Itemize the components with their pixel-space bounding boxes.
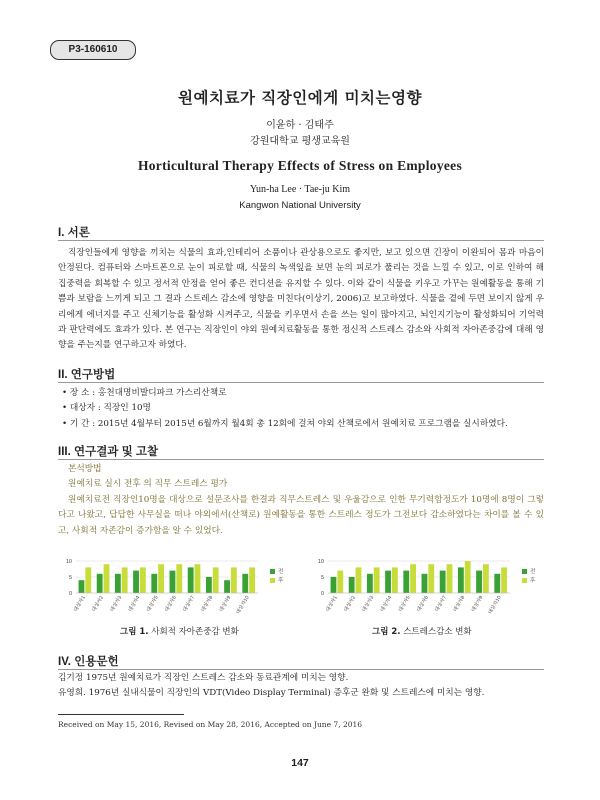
bar <box>176 564 182 593</box>
bar <box>122 567 128 593</box>
x-tick-label: 대상자5 <box>397 595 412 613</box>
methods-item-period: • 기 간 : 2015년 4월부터 2015년 6월까지 월4회 총 12회에 걸쳐 야외 산책로에서 원예치료 프로그램을 실시하였다. <box>62 418 508 429</box>
chart-stress-reduction <box>310 555 550 625</box>
x-tick-label: 대상자1 <box>324 595 339 613</box>
bar <box>213 567 219 593</box>
x-tick-label: 대상자8 <box>200 595 215 613</box>
x-tick-label: 대상자10 <box>235 595 251 616</box>
y-tick-label: 0 <box>320 591 324 597</box>
legend-swatch <box>270 569 275 574</box>
legend-label: 전 <box>278 569 284 575</box>
legend-swatch <box>270 578 275 583</box>
bar <box>97 574 103 593</box>
bar <box>483 564 489 593</box>
x-tick-label: 대상자1 <box>72 595 87 613</box>
x-tick-label: 대상자9 <box>218 595 233 613</box>
bar <box>476 571 482 593</box>
x-tick-label: 대상자10 <box>487 595 503 616</box>
section-divider <box>58 382 544 383</box>
x-tick-label: 대상자2 <box>343 595 358 613</box>
bar <box>331 577 337 593</box>
bar <box>428 564 434 593</box>
bar <box>85 567 91 593</box>
results-block <box>58 462 544 539</box>
bar <box>206 577 212 593</box>
x-tick-label: 대상자6 <box>163 595 178 613</box>
bar <box>115 574 121 593</box>
x-tick-label: 대상자9 <box>470 595 485 613</box>
intro-text: 직장인들에게 영향을 끼치는 식물의 효과,인테리어 소품이나 관상용으로도 좋지만, 보고 있으면 긴장이 이완되어 몸과 마음이 안정된다. 컴퓨터와 스마트폰으로 눈이 피로할 때, 식물의 녹색잎을 보면 눈의 피로가 풀리는 것을 느낄 수 있고, 이로 인하여 해 집중력을 회복할 수 있고 정서적 안정을 얻어 좋은 컨디션을 유지할 수 있다. 이와 같이 식물을 키우고 가꾸는 원예활동을 통해 기쁨과 보람을 느끼게 되고 그 결과 스트레스 감소에 영향을 미친다(이상기, 2006)고 보고하였다. 식물을 곁에 두면 보이지 않게 우리에게 에너지를 주고 신체기능을 활성화 시켜주고, 식물을 키우면서 손을 쓰는 일이 많아지고, 뇌인지기능이 활성화되어 기억력과 판단력에도 효과가 있다. 본 연구는 직장인이 야외 원예치료활동을 통한 정신적 스트레스 감소와 사회적 자아존중감에 대해 영향을 주는지를 연구하고자 하였다. <box>58 248 544 351</box>
bar <box>104 564 110 593</box>
bar <box>249 567 255 593</box>
page-number: 147 <box>291 757 309 769</box>
legend-label: 후 <box>278 578 284 584</box>
reference-item: 유영희. 1976년 실내식물이 직장인의 VDT(Video Display Terminal) 증후군 완화 및 스트레스에 미치는 영향. <box>58 688 485 699</box>
section-heading-intro: I. 서론 <box>58 227 90 239</box>
legend-swatch <box>522 578 527 583</box>
bar <box>231 567 237 593</box>
x-tick-label: 대상자5 <box>145 595 160 613</box>
bar <box>224 580 230 593</box>
bar <box>356 567 362 593</box>
methods-item-place: • 장 소 : 홍천대명비발디파크 가스리산책로 <box>62 388 227 398</box>
bar <box>367 574 373 593</box>
bar <box>374 567 380 593</box>
section-divider <box>58 240 544 241</box>
figure-2-caption <box>372 625 472 637</box>
bar <box>133 571 139 593</box>
x-tick-label: 대상자7 <box>434 595 449 613</box>
bar <box>242 574 248 593</box>
y-tick-label: 0 <box>68 591 72 597</box>
bar <box>337 571 343 593</box>
results-subheading-1: 본석방법 <box>68 464 102 474</box>
affiliation-english: Kangwon National University <box>239 200 361 211</box>
title-korean: 원예치료가 직장인에게 미치는영향 <box>178 88 422 107</box>
x-tick-label: 대상자3 <box>361 595 376 613</box>
section-heading-results: III. 연구결과 및 고찰 <box>58 446 159 458</box>
x-tick-label: 대상자4 <box>379 595 394 613</box>
paper-id-badge: P3-160610 <box>50 40 136 60</box>
bar <box>410 564 416 593</box>
y-tick-label: 5 <box>68 575 72 581</box>
bar <box>494 574 500 593</box>
bar <box>195 564 201 593</box>
bar <box>349 577 355 593</box>
results-text: 원예치료전 직장인10명을 대상으로 설문조사를 한결과 직무스트레스 및 우울감으로 인한 무기력함정도가 10명에 8명이 그렇다고 나왔고, 답답한 사무실을 떠나 야외에서(산책로) 원예활동을 통한 스트레스 정도가 그전보다 감소하였다는 차이를 볼 수 있고, 사회적 자존감이 증가함을 알 수 있었다. <box>58 494 544 536</box>
x-tick-label: 대상자7 <box>182 595 197 613</box>
y-tick-label: 5 <box>320 575 324 581</box>
x-tick-label: 대상자8 <box>452 595 467 613</box>
bar <box>170 571 176 593</box>
reference-item: 김기정 1975년 원예치료가 직장인 스트레스 감소와 동료관계에 미치는 영향. <box>58 673 349 683</box>
footnote-rule <box>58 714 184 715</box>
results-subheading-2: 원예치료 실시 전후 의 직무 스트레스 평가 <box>68 479 228 490</box>
received-dates-footnote: Received on May 15, 2016, Revised on May 28, 2016, Accepted on June 7, 2016 <box>58 720 363 729</box>
bar <box>392 567 398 593</box>
section-divider <box>58 459 544 460</box>
figure-1-caption <box>120 625 239 637</box>
title-english: Horticultural Therapy Effects of Stress on Employees <box>137 158 463 173</box>
figure-1-text: 사회적 자아존중감 변화 <box>151 627 239 637</box>
legend-label: 전 <box>530 569 536 575</box>
bar <box>385 571 391 593</box>
legend-swatch <box>522 569 527 574</box>
methods-list <box>62 386 544 432</box>
section-heading-references: IV. 인용문헌 <box>58 656 119 668</box>
legend-label: 후 <box>530 578 536 584</box>
section-heading-methods: II. 연구방법 <box>58 369 116 381</box>
x-tick-label: 대상자6 <box>415 595 430 613</box>
y-tick-label: 10 <box>317 559 324 565</box>
bar <box>140 567 146 593</box>
references-list <box>58 671 544 702</box>
bar <box>158 564 164 593</box>
x-tick-label: 대상자4 <box>127 595 142 613</box>
bar <box>465 561 471 593</box>
bar <box>422 574 428 593</box>
intro-paragraph <box>58 246 544 354</box>
authors-english: Yun-ha Lee · Tae-ju Kim <box>249 184 351 195</box>
figure-1-label: 그림 1. <box>120 627 149 637</box>
bar <box>79 580 85 593</box>
bar <box>188 567 194 593</box>
chart-self-esteem <box>58 555 298 625</box>
bar <box>440 571 446 593</box>
bar <box>458 567 464 593</box>
x-tick-label: 대상자2 <box>91 595 106 613</box>
methods-item-subjects: • 대상자 : 직장인 10명 <box>62 403 151 414</box>
y-tick-label: 10 <box>65 559 72 565</box>
section-divider <box>58 669 544 670</box>
bar <box>501 567 507 593</box>
authors-korean: 이윤하 · 김태주 <box>266 120 334 131</box>
bar <box>151 574 157 593</box>
bar <box>403 571 409 593</box>
figure-2-label: 그림 2. <box>372 627 401 637</box>
bar <box>447 564 453 593</box>
figure-2-text: 스트레스감소 변화 <box>403 627 472 637</box>
x-tick-label: 대상자3 <box>109 595 124 613</box>
affiliation-korean: 강원대학교 평생교육원 <box>250 136 350 147</box>
